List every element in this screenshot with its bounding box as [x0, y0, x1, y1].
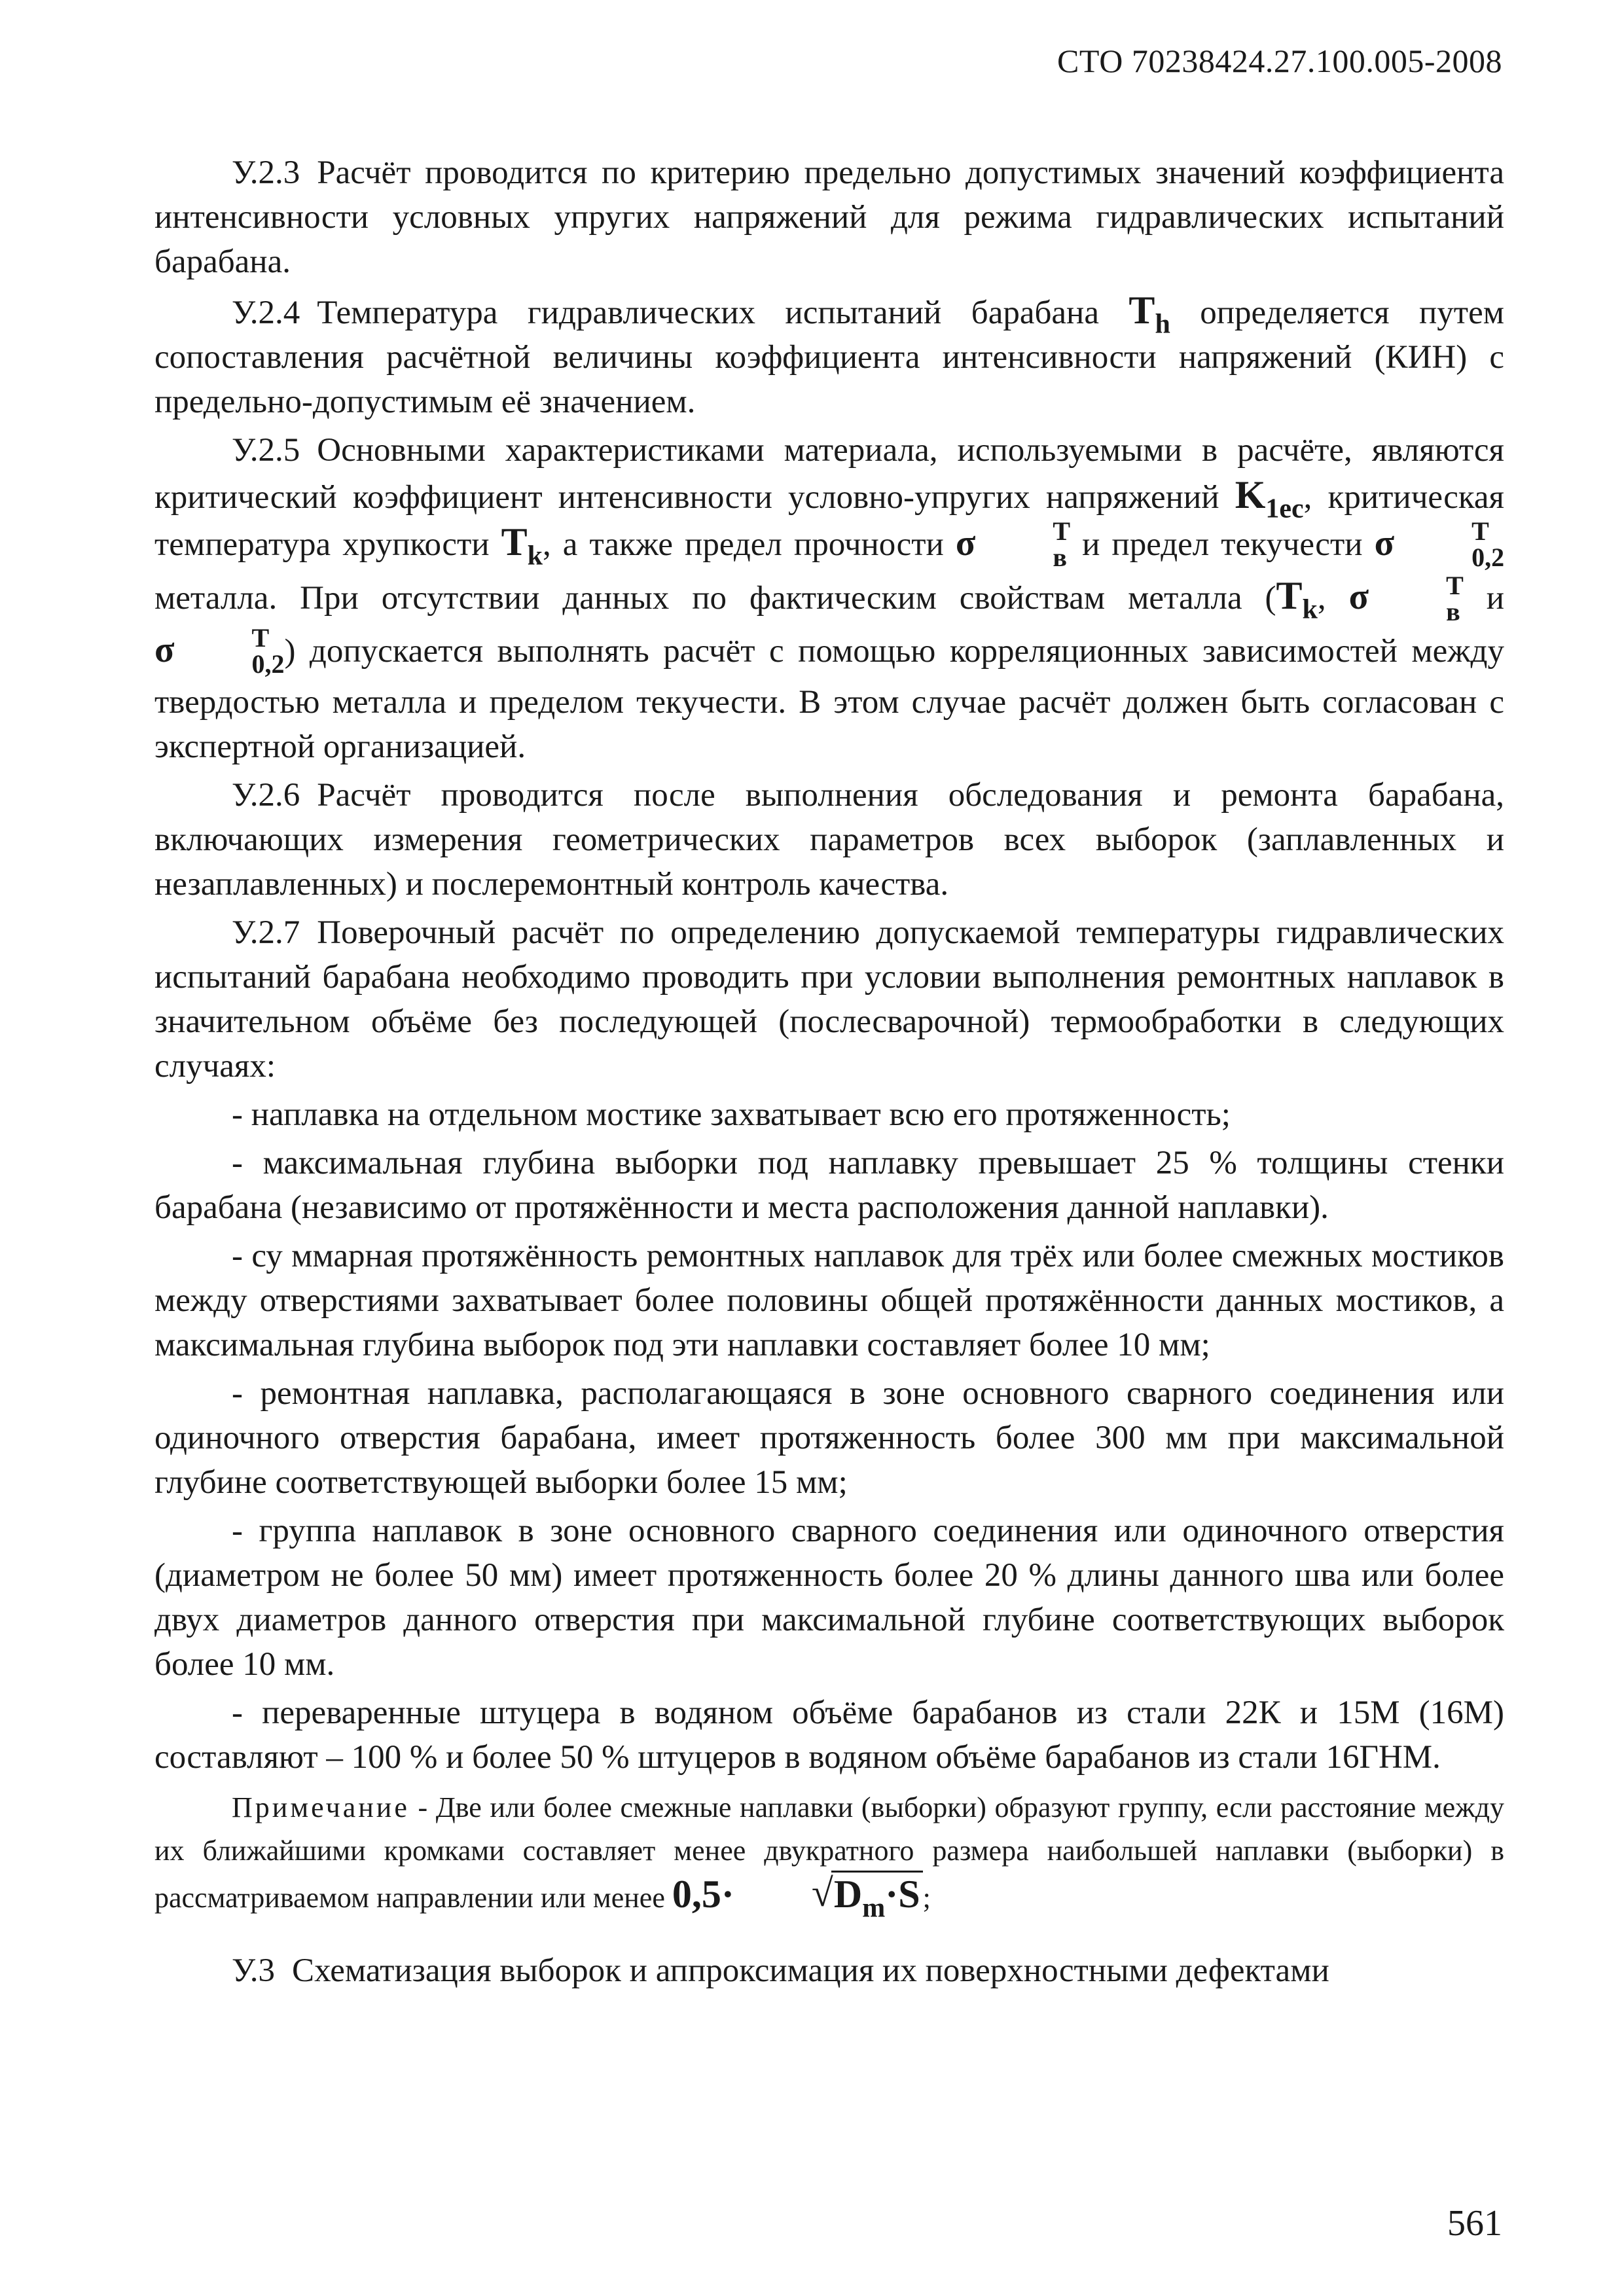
paragraph-number: У.2.6 [232, 776, 300, 814]
symbol-th: $T_h$ [1128, 289, 1170, 340]
paragraph-u-2-3 [154, 151, 1504, 284]
paragraph-text: Расчёт проводится после выполнения обследования и ремонта барабана, включающих измерения геометрических параметров всех выборок (заплавленных и незаплавленных) и послеремонтный контроль качества. [154, 776, 1504, 903]
page-number: 561 [1447, 2203, 1502, 2244]
list-item: - максимальная глубина выборки под наплавку превышает 25 % толщины стенки барабана (независимо от протяжённости и места расположения данной наплавки). [154, 1144, 1504, 1226]
paragraph-text: Температура гидравлических испытаний барабана [317, 295, 1099, 331]
symbol-sigma-02: σ T 0,2 [154, 622, 285, 679]
list-item: - наплавка на отдельном мостике захватывает всю его протяженность; [232, 1096, 1231, 1133]
paragraph-u-2-7 [154, 910, 1504, 1088]
symbol-tk: $T_k$ [501, 520, 543, 571]
document-body [154, 151, 1504, 1997]
symbol-tk: $T_k$ [1276, 574, 1318, 625]
symbol-sigma-v: σ T в [955, 516, 1071, 573]
symbol-k1ec: $K_{1ec}$ [1235, 473, 1304, 524]
list-item: - переваренные штуцера в водяном объёме барабанов из стали 22К и 15М (16М) составляют – 100 % и более 50 % штуцеров в водяном объёме барабанов из стали 16ГНМ. [154, 1694, 1504, 1776]
document-code-header: СТО 70238424.27.100.005-2008 [1057, 43, 1502, 79]
section-heading [154, 1948, 1504, 1993]
note-label: Примечание [232, 1791, 410, 1823]
sqrt-icon: √ [811, 1871, 833, 1914]
paragraph-u-2-4 [154, 288, 1504, 424]
paragraph-u-2-5: У.2.5 Основными характеристиками материала, используемыми в расчёте, являются критический коэффициент интенсивности условно-упругих напряжений $K_{1ec}$, критическая температура хрупкости $T_k$, а также предел прочности σ T в и предел текучести σ T 0,2 металла. При отсутствии данных по фактическим свойствам металла ($T_k$, σ T в и σ T 0,2 ) допускается выполнять расчёт с помощью корреляционных зависимостей между твердостью металла и пределом текучести. В этом случае расчёт должен быть согласован с экспертной организацией. [154, 432, 1505, 765]
symbol-sigma-v: σ T в [1348, 570, 1464, 626]
paragraph-text: , а также предел прочности [543, 526, 944, 563]
paragraph-text: Расчёт проводится по критерию предельно допустимых значений коэффициента интенсивности условных упругих напряжений для режима гидравлических испытаний барабана. [154, 154, 1504, 280]
paragraph-text: ) допускается выполнять расчёт с помощью корреляционных зависимостей между твердостью металла и пределом текучести. В этом случае расчёт должен быть согласован с экспертной организацией. [154, 632, 1504, 765]
note-text: - Две или более смежные наплавки (выборки) образуют группу, если расстояние между их ближайшими кромками составляет менее двукратного размера наибольшей наплавки (выборки) в рассматриваемом направлении или менее [154, 1791, 1504, 1914]
formula-sqrt-dm-s: 0,5· √ $D_m\cdot S$ [672, 1873, 923, 1916]
paragraph-number: У.2.4 [232, 295, 300, 331]
paragraph-u-2-6 [154, 773, 1504, 906]
list-item: - су ммарная протяжённость ремонтных наплавок для трёх или более смежных мостиков между отверстиями захватывает более половины общей протяжённости данных мостиков, а максимальная глубина выборок под эти наплавки составляет более 10 мм; [154, 1237, 1504, 1363]
symbol-sigma-02: σ T 0,2 [1374, 516, 1505, 573]
paragraph-text: Поверочный расчёт по определению допускаемой температуры гидравлических испытаний барабана необходимо проводить при условии выполнения ремонтных наплавок в значительном объёме без последующей (послесварочной) термообработки в следующих случаях: [154, 914, 1504, 1085]
paragraph-number: У.2.5 [232, 432, 300, 469]
section-number: У.3 [232, 1952, 276, 1989]
list-item: - ремонтная наплавка, располагающаяся в зоне основного сварного соединения или одиночного отверстия барабана, имеет протяженность более 300 мм при максимальной глубине соответствующей выборки более 15 мм; [154, 1374, 1504, 1501]
note-paragraph: Примечание - Две или более смежные наплавки (выборки) образуют группу, если расстояние между их ближайшими кромками составляет менее двукратного размера наибольшей наплавки (выборки) в рассматриваемом направлении или менее 0,5· √ $D_m\cdot S$; [154, 1791, 1504, 1924]
list-item: - группа наплавок в зоне основного сварного соединения или одиночного отверстия (диаметром не более 50 мм) имеет протяженность более 20 % длины данного шва или более двух диаметров данного отверстия при максимальной глубине соответствующих выборок более 10 мм. [154, 1512, 1504, 1683]
section-title: Схематизация выборок и аппроксимация их поверхностными дефектами [292, 1952, 1329, 1989]
paragraph-text: металла. При отсутствии данных по фактическим свойствам металла ( [154, 580, 1276, 617]
paragraph-number: У.2.3 [232, 154, 300, 191]
paragraph-text: , критическая температура хрупкости [154, 479, 1505, 563]
paragraph-text: определяется путем сопоставления расчётной величины коэффициента интенсивности напряжений (КИН) с предельно-допустимым её значением. [154, 295, 1504, 420]
paragraph-text: и предел текучести [1082, 526, 1363, 563]
paragraph-number: У.2.7 [232, 914, 300, 951]
paragraph-text: Основными характеристиками материала, используемыми в расчёте, являются критический коэффициент интенсивности условно-упругих напряжений [154, 432, 1504, 516]
